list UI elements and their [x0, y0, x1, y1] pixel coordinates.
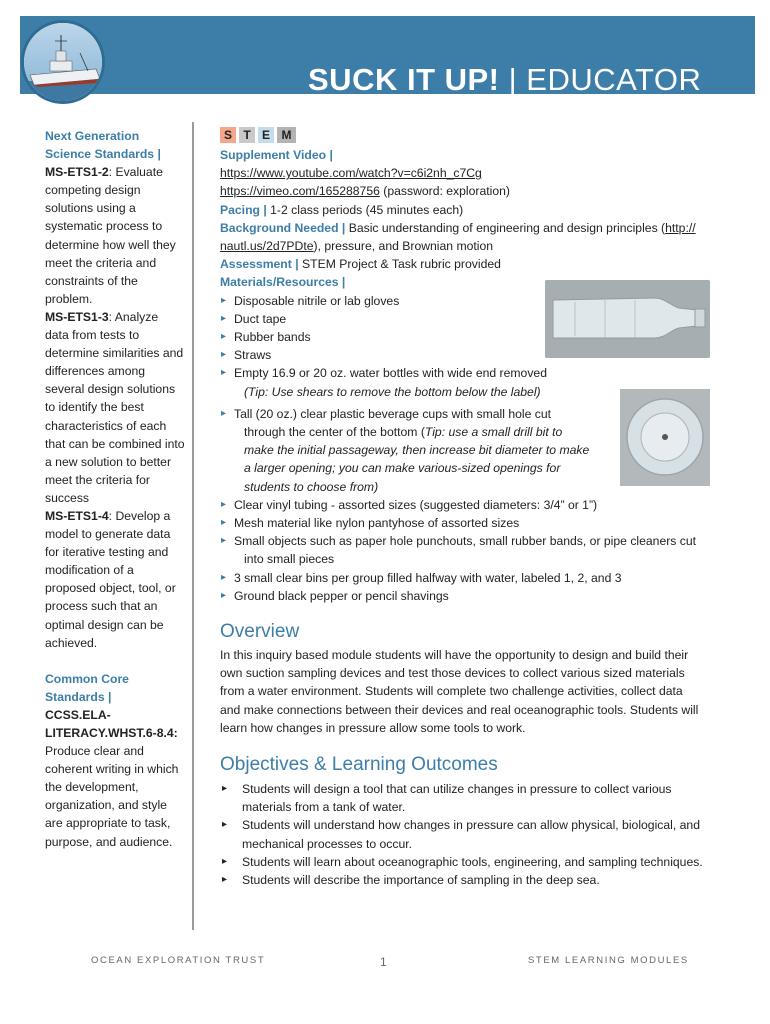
vimeo-link[interactable]: https://vimeo.com/165288756 [220, 184, 380, 199]
ship-logo [21, 20, 105, 104]
assessment: Assessment | STEM Project & Task rubric provided [220, 257, 501, 272]
stem-e-badge: E [258, 127, 274, 143]
list-item: ▸ Duct tape [220, 310, 720, 328]
standards-sidebar [45, 127, 185, 851]
stem-t-badge: T [239, 127, 255, 143]
list-item: ▸ Clear vinyl tubing - assorted sizes (suggested diameters: 3/4” or 1”) [220, 496, 720, 514]
list-item: ▸ Mesh material like nylon pantyhose of assorted sizes [220, 514, 720, 532]
common-core-heading: Common Core Standards | [45, 671, 129, 704]
list-item: ▸ Small objects such as paper hole punchouts, small rubber bands, or pipe cleaners cut into small pieces [220, 532, 720, 568]
list-item: ▸ Students will learn about oceanographic tools, engineering, and sampling techniques. [220, 853, 730, 871]
list-item: ▸ Students will describe the importance of sampling in the deep sea. [220, 871, 730, 889]
overview-text: In this inquiry based module students will have the opportunity to design and build their own suction sampling devices and test those devices to collect various sized materials from a water environment. Students will complete two challenge activities, collect data and make connections between their devices and real oceanographic tools. Students will learn how changes in pressure allow some tools to work. [220, 648, 699, 735]
cup-icon [620, 389, 710, 486]
ngss-heading: Next Generation Science Standards | [45, 129, 161, 162]
page-title: SUCK IT UP! | EDUCATOR [308, 62, 702, 97]
background-link[interactable]: http:// [665, 220, 696, 235]
standard-ets1-2: MS-ETS1-2: Evaluate competing design solutions using a systematic process to determine how well they meet the criteria and constraints of the problem. [45, 165, 176, 306]
video-label: Supplement Video | [220, 148, 333, 162]
stem-badges [220, 127, 720, 144]
column-divider [192, 122, 194, 930]
module-details: S T E M Supplement Video | https://www.youtube.com/watch?v=c6i2nh_c7Cg https://vimeo.com/165288756 (password: exploration) Pacing | 1-2 class periods (45 minutes each) Background Needed | Basic understanding of engineering and design principles (http:// nautl.us/2d7PDte), pressure, and Brownian motion Assessment | STEM Project & Task rubric provided Materials/Resources | ▸ Disposable nitrile or lab gloves ▸ Duct tape ▸ Rubber bands ▸ Straws ▸ Empty 16.9 or 20 oz. water bottles with wide end removed (Tip: Use shears to remove the bottom below the label) ▸ Tall (20 oz.) clear plastic beverage cups with small hole cut through the center of the bottom (Tip: use a small drill bit to make the initial passageway, then increase bit diameter to make a larger opening; you can make various-sized openings for students to choose from) ▸ Clear vinyl tubing - assorted sizes (suggested diameters: 3/4” or 1”) ▸ Mesh material like nylon pantyhose of assorted sizes ▸ Small objects such as paper hole punchouts, small rubber bands, or pipe cleaners cut into small pieces ▸ 3 small clear bins per group filled halfway with water, labeled 1, 2, and 3 ▸ Ground black pepper or pencil shavings [220, 127, 720, 605]
list-item: ▸ Straws [220, 346, 720, 364]
list-item: ▸ Disposable nitrile or lab gloves [220, 292, 720, 310]
stem-s-badge: S [220, 127, 236, 143]
list-item: ▸ 3 small clear bins per group filled halfway with water, labeled 1, 2, and 3 [220, 569, 720, 587]
overview-heading: Overview [220, 621, 300, 642]
materials-heading: Materials/Resources | [220, 275, 346, 290]
list-item: ▸ Empty 16.9 or 20 oz. water bottles with wide end removed (Tip: Use shears to remove the bottom below the label) [220, 364, 720, 400]
list-item: ▸ Ground black pepper or pencil shavings [220, 587, 720, 605]
bottle-photo [545, 280, 710, 358]
youtube-link[interactable]: https://www.youtube.com/watch?v=c6i2nh_c7Cg [220, 166, 482, 181]
list-item: ▸ Students will understand how changes in pressure can allow physical, biological, and mechanical processes to occur. [220, 816, 730, 852]
cup-photo [620, 389, 710, 486]
objectives-list [220, 780, 730, 889]
standard-ets1-3: MS-ETS1-3: Analyze data from tests to determine similarities and differences among several design solutions to identify the best characteristics of each that can be combined into a new solution to better meet the criteria for success [45, 309, 185, 505]
footer-org: OCEAN EXPLORATION TRUST [91, 955, 266, 966]
standard-ccss: CCSS.ELA-LITERACY.WHST.6-8.4: Produce clear and coherent writing in which the development, organization, and style are appropriate to task, purpose, and audience. [45, 707, 179, 849]
list-item: ▸ Rubber bands [220, 328, 720, 346]
objectives-heading: Objectives & Learning Outcomes [220, 754, 498, 775]
list-item: ▸ Students will design a tool that can utilize changes in pressure to collect various materials from a tank of water. [220, 780, 730, 816]
list-item: ▸ Tall (20 oz.) clear plastic beverage cups with small hole cut through the center of the bottom (Tip: use a small drill bit to make the initial passageway, then increase bit diameter to make a larger opening; you can make various-sized openings for students to choose from) [220, 405, 720, 496]
standard-ets1-4: MS-ETS1-4: Develop a model to generate data for iterative testing and modification of a proposed object, tool, or process such that an optimal design can be achieved. [45, 508, 176, 650]
pacing: Pacing | 1-2 class periods (45 minutes each) [220, 202, 464, 217]
page-number: 1 [380, 955, 387, 969]
bottle-icon [545, 280, 710, 358]
background-link-cont[interactable]: nautl.us/2d7PDte [220, 239, 314, 254]
footer-series: STEM LEARNING MODULES [528, 955, 689, 966]
stem-m-badge: M [277, 127, 296, 143]
background-needed: Background Needed | Basic understanding of engineering and design principles (http:// [220, 220, 696, 235]
